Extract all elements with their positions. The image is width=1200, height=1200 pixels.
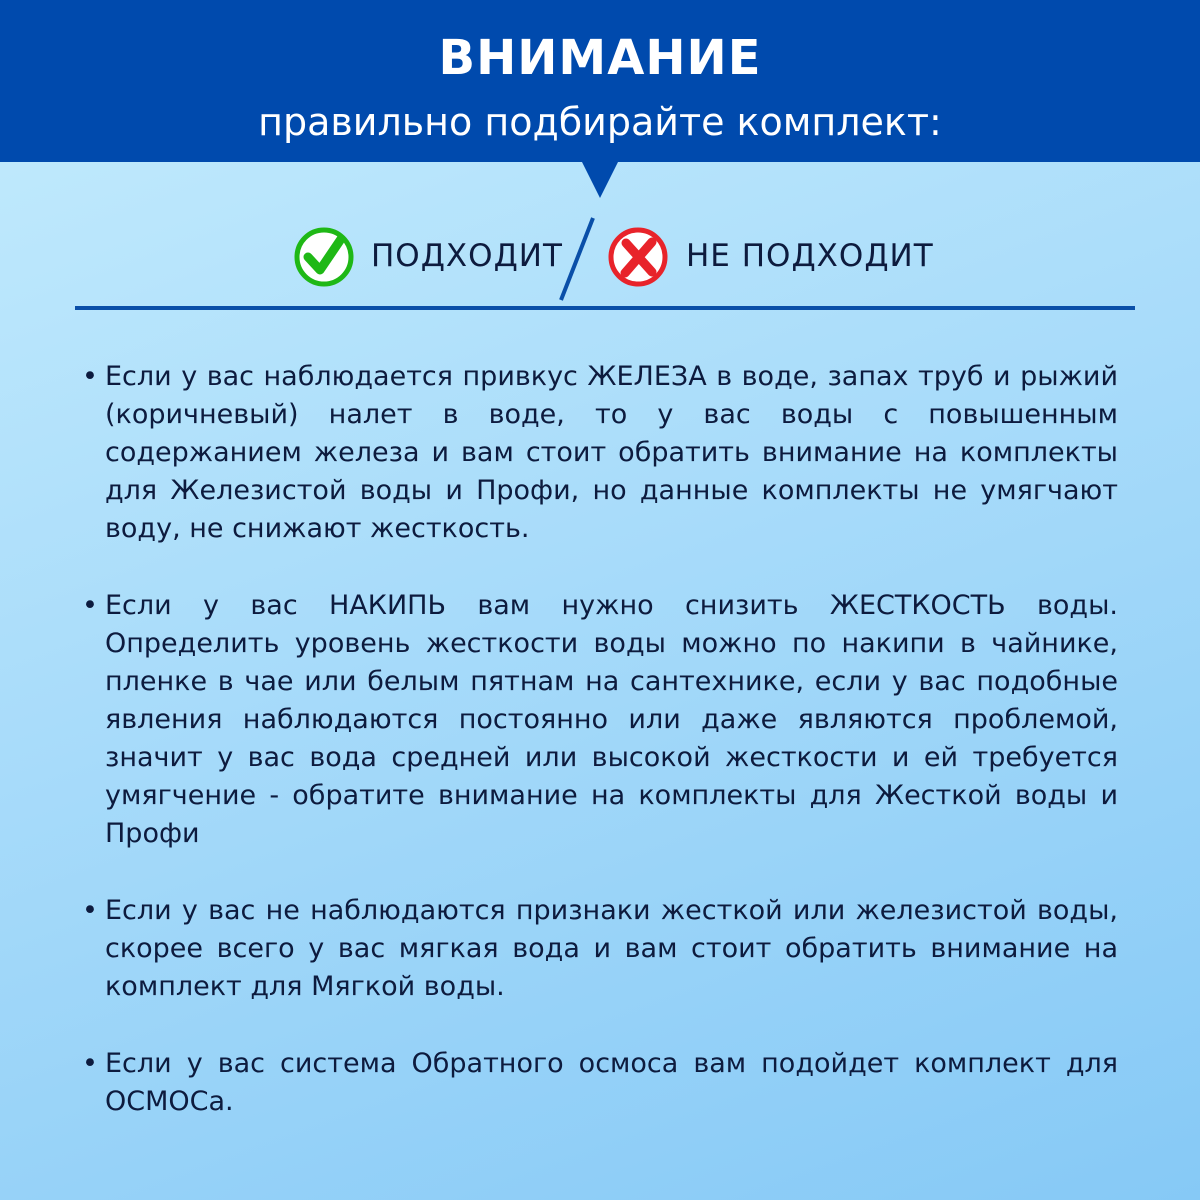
page-subtitle: правильно подбирайте комплект: — [258, 100, 942, 144]
legend-unsuitable-label: НЕ ПОДХОДИТ — [686, 238, 934, 274]
bullet-icon: • — [82, 361, 98, 392]
cross-icon — [607, 226, 669, 288]
legend-suitable-label: ПОДХОДИТ — [371, 238, 563, 274]
check-icon — [293, 226, 355, 288]
list-item-text: Если у вас система Обратного осмоса вам подойдет комплект для ОСМОСа. — [105, 1048, 1118, 1117]
page-title: ВНИМАНИЕ — [438, 30, 762, 86]
header-banner — [0, 0, 1200, 200]
list-item-text: Если у вас НАКИПЬ вам нужно снизить ЖЕСТКОСТЬ воды. Определить уровень жесткости воды можно по накипи в чайнике, пленке в чае или белым пятнам на сантехнике, если у вас подобные явления наблюдаются постоянно или даже являются проблемой, значит у вас вода средней или высокой жесткости и ей требуется умягчение - обратите внимание на комплекты для Жесткой воды и Профи — [105, 590, 1118, 849]
legend — [0, 210, 1200, 310]
divider — [75, 306, 1135, 310]
list-item — [78, 587, 1118, 853]
advice-list — [78, 358, 1118, 1160]
bullet-icon: • — [82, 590, 98, 621]
list-item — [78, 892, 1118, 1006]
list-item — [78, 1045, 1118, 1121]
list-item-text: Если у вас не наблюдаются признаки жесткой или железистой воды, скорее всего у вас мягкая вода и вам стоит обратить внимание на комплект для Мягкой воды. — [105, 895, 1118, 1002]
bullet-icon: • — [82, 895, 98, 926]
list-item-text: Если у вас наблюдается привкус ЖЕЛЕЗА в воде, запах труб и рыжий (коричневый) налет в воде, то у вас воды с повышенным содержанием железа и вам стоит обратить внимание на комплекты для Железистой воды и Профи, но данные комплекты не умягчают воду, не снижают жесткость. — [105, 361, 1118, 544]
bullet-icon: • — [82, 1048, 98, 1079]
list-item — [78, 358, 1118, 548]
legend-separator — [555, 214, 599, 310]
